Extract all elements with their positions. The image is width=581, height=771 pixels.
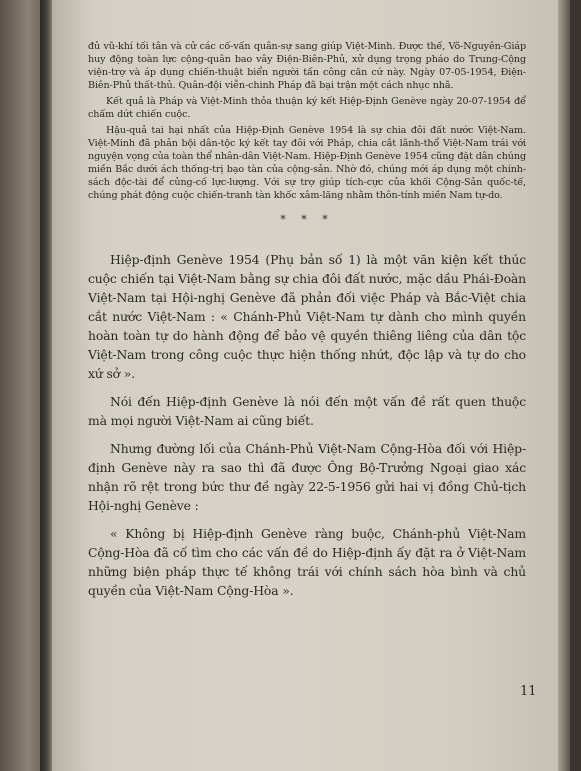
paragraph-bottom-3: Nhưng đường lối của Chánh-Phủ Việt-Nam Cộng-Hòa đối với Hiệp-định Genève này ra sao thì đã được Ông Bộ-Trưởng Ngoại giao xác nhận rõ rệt trong bức thư đề ngày 22-5-1956 gửi hai vị đồng Chủ-tịch Hội-nghị Genève :: [88, 441, 526, 513]
paragraph-top-2: Kết quả là Pháp và Việt-Minh thỏa thuận ký kết Hiệp-Định Genève ngày 20-07-1954 để chấm dứt chiến cuộc.: [88, 96, 526, 120]
section-separator: * * *: [280, 213, 334, 226]
paragraph-bottom-1: Hiệp-định Genève 1954 (Phụ bản số 1) là một văn kiện kết thúc cuộc chiến tại Việt-Nam bằng sự chia đôi đất nước, mặc dầu Phái-Đoàn Việt-Nam tại Hội-nghị Genève đã phản đối việc Pháp và Bắc-Việt chia cắt nước Việt-Nam : « Chánh-Phủ Việt-Nam tự dành cho mình quyền hoàn toàn tự do hành động để bảo vệ quyền thiêng liêng của dân tộc Việt-Nam trong công cuộc thực hiện thống nhứt, độc lập và tự do cho xứ sở ».: [88, 252, 526, 381]
page-right-edge: [558, 0, 570, 771]
paragraph-bottom-4: « Không bị Hiệp-định Genève ràng buộc, Chánh-phủ Việt-Nam Cộng-Hòa đã cố tìm cho các vấn đề do Hiệp-định ấy đặt ra ở Việt-Nam những biện pháp thực tế không trái với chính sách hòa bình và chủ quyền của Việt-Nam Cộng-Hòa ».: [88, 526, 526, 598]
page-content: [88, 40, 526, 600]
paragraph-top-1: đủ vũ-khí tối tân và cử các cố-vấn quân-sự sang giúp Việt-Minh. Được thế, Võ-Nguyên-Giáp huy động toàn lực cộng-quân bao vây Điện-Biên-Phủ, xử dụng trọng pháo do Trung-Cộng viện-trợ và áp dụng chiến-thuật biển người tấn công căn cứ này. Ngày 07-05-1954, Điện-Biên-Phủ thất-thủ. Quân-đội viễn-chinh Pháp đã bại trận một cách nhục nhã.: [88, 41, 526, 91]
page-number: 11: [520, 684, 537, 699]
paragraph-bottom-2: Nói đến Hiệp-định Genève là nói đến một vấn đề rất quen thuộc mà mọi người Việt-Nam ai cũng biết.: [88, 394, 526, 428]
paragraph-top-3: Hậu-quả tai hại nhất của Hiệp-Định Genève 1954 là sự chia đôi đất nước Việt-Nam. Việt-Minh đã phản bội dân-tộc ký kết tay đôi với Pháp, chia cắt lãnh-thổ Việt-Nam trái với nguyện vọng của toàn thể nhân-dân Việt-Nam. Hiệp-Định Genève 1954 cũng đặt dân chúng miền Bắc dưới ách thống-trị bạo tàn của cộng-sản. Nhờ đó, chúng mới áp dụng một chính-sách độc-tài để củng-cố lực-lượng. Với sự trợ giúp tích-cực của khối Cộng-Sản quốc-tế, chúng phát động cuộc chiến-tranh tàn khốc xâm-lăng nhằm thôn-tính miền Nam tự-do.: [88, 125, 526, 201]
